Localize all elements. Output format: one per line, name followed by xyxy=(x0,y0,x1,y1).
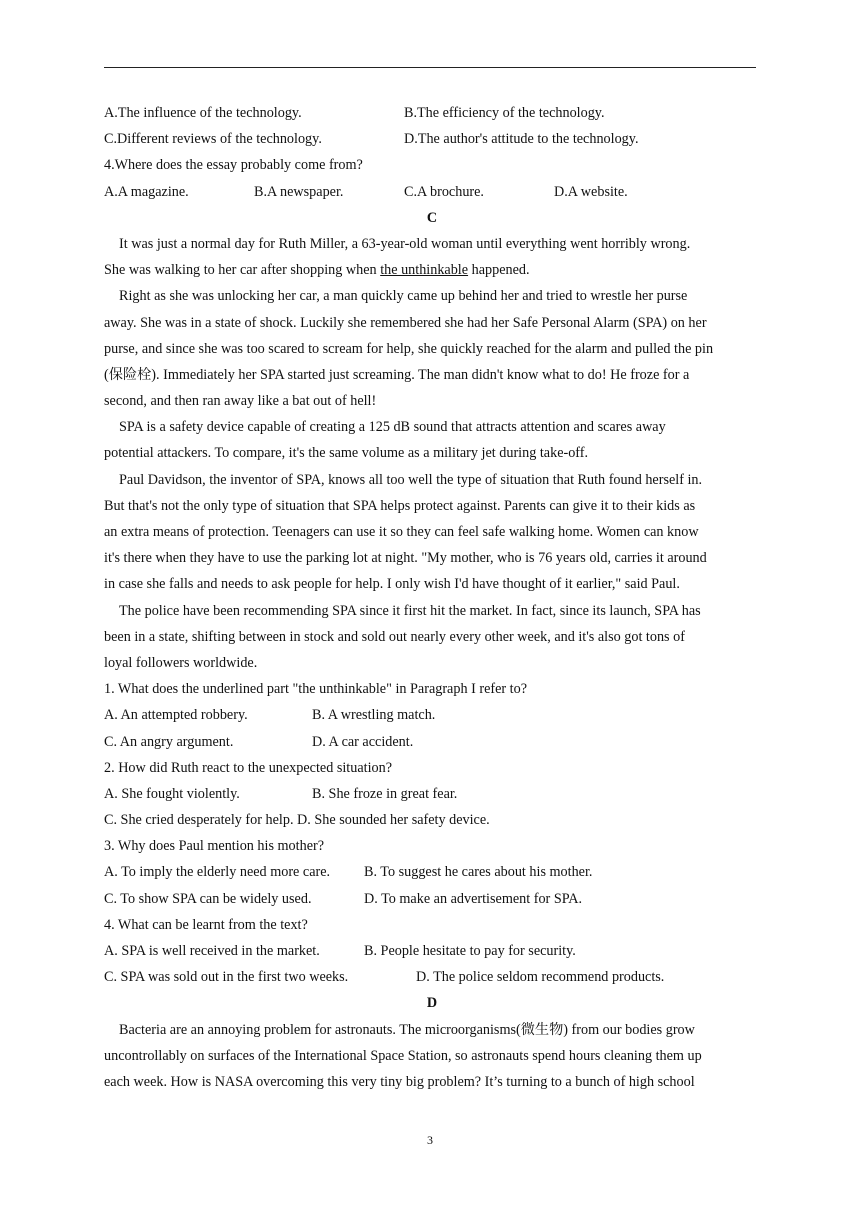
option-a: A.The influence of the technology. xyxy=(104,105,302,121)
paragraph-text: But that's not the only type of situation that SPA helps protect against. Parents can give it to their kids as xyxy=(104,497,696,514)
option-a: A. To imply the elderly need more care. xyxy=(104,864,331,881)
paragraph-text: uncontrollably on surfaces of the International Space Station, so astronauts spend hours cleaning them up xyxy=(104,1047,702,1064)
paragraph-text: second, and then ran away like a bat out of hell! xyxy=(104,393,377,410)
option-b: B. A wrestling match. xyxy=(312,707,436,724)
prev-q4-stem: 4.Where does the essay probably come from? xyxy=(104,157,363,174)
question-4-options-row1 xyxy=(104,938,760,964)
question-1-stem: 1. What does the underlined part "the unthinkable" in Paragraph I refer to? xyxy=(104,681,528,698)
option-c: C.A brochure. xyxy=(404,183,484,200)
text-span: happened. xyxy=(468,262,530,279)
paragraph-text: it's there when they have to use the parking lot at night. "My mother, who is 76 years old, carries it around xyxy=(104,550,707,567)
paragraph-text: It was just a normal day for Ruth Miller, a 63-year-old woman until everything went horribly wrong. xyxy=(119,235,691,252)
paragraph-text xyxy=(104,257,760,283)
option-d: D. A car accident. xyxy=(312,733,414,750)
question-3-options-row2 xyxy=(104,886,760,912)
option-a: A. SPA is well received in the market. xyxy=(104,943,320,959)
paragraph-text: purse, and since she was too scared to scream for help, she quickly reached for the alarm and pulled the pin xyxy=(104,340,714,357)
paragraph-text: potential attackers. To compare, it's the same volume as a military jet during take-off. xyxy=(104,445,589,462)
header-rule xyxy=(104,67,756,68)
paragraph-text: an extra means of protection. Teenagers can use it so they can feel safe walking home. Women can know xyxy=(104,524,699,540)
section-d-heading: D xyxy=(426,995,438,1012)
prev-q4-options xyxy=(104,179,760,205)
question-4-options-row2 xyxy=(104,964,760,990)
text-span: She was walking to her car after shopping when xyxy=(104,262,381,279)
paragraph-text: SPA is a safety device capable of creating a 125 dB sound that attracts attention and scares away xyxy=(119,419,666,436)
question-3-stem: 3. Why does Paul mention his mother? xyxy=(104,838,325,855)
underlined-phrase: the unthinkable xyxy=(380,262,469,279)
question-1-options-row2 xyxy=(104,729,760,755)
option-c: C. To show SPA can be widely used. xyxy=(104,890,312,907)
option-c: C. An angry argument. xyxy=(104,733,234,750)
question-2-options-row1 xyxy=(104,781,760,807)
option-a: A.A magazine. xyxy=(104,183,189,200)
question-3-options-row1 xyxy=(104,859,760,885)
option-a: A. An attempted robbery. xyxy=(104,707,248,724)
question-1-options-row1 xyxy=(104,702,760,728)
option-c: C.Different reviews of the technology. xyxy=(104,131,322,148)
option-b: B. People hesitate to pay for security. xyxy=(364,943,576,959)
prev-q3-options-row2 xyxy=(104,126,760,152)
option-d: D. To make an advertisement for SPA. xyxy=(364,890,583,907)
paragraph-text: The police have been recommending SPA since it first hit the market. In fact, since its launch, SPA has xyxy=(119,602,701,619)
paragraph-text: Bacteria are an annoying problem for astronauts. The microorganisms(微生物) from our bodies grow xyxy=(119,1021,695,1038)
option-d: D.The author's attitude to the technology. xyxy=(404,131,639,148)
paragraph-text: in case she falls and needs to ask people for help. I only wish I'd have thought of it earlier," said Paul. xyxy=(104,576,680,593)
page-content xyxy=(104,100,760,1095)
option-d: D. The police seldom recommend products. xyxy=(416,969,665,986)
option-b: B. To suggest he cares about his mother. xyxy=(364,864,593,881)
prev-q3-options-row1 xyxy=(104,100,760,126)
question-4-stem: 4. What can be learnt from the text? xyxy=(104,916,308,933)
option-a: A. She fought violently. xyxy=(104,785,240,802)
paragraph-text: (保险栓). Immediately her SPA started just screaming. The man didn't know what to do! He froze for a xyxy=(104,366,690,383)
option-b: B.A newspaper. xyxy=(254,183,344,200)
question-2-options-row2: C. She cried desperately for help. D. She sounded her safety device. xyxy=(104,812,490,829)
paragraph-text: each week. How is NASA overcoming this very tiny big problem? It’s turning to a bunch of high school xyxy=(104,1073,695,1090)
page-number: 3 xyxy=(427,1133,433,1147)
section-c-heading: C xyxy=(426,209,438,226)
paragraph-text: been in a state, shifting between in stock and sold out nearly every other week, and it's also got tons of xyxy=(104,628,685,645)
question-2-stem: 2. How did Ruth react to the unexpected situation? xyxy=(104,759,393,776)
option-c: C. SPA was sold out in the first two weeks. xyxy=(104,969,349,986)
option-b: B. She froze in great fear. xyxy=(312,785,458,802)
paragraph-text: Right as she was unlocking her car, a man quickly came up behind her and tried to wrestle her purse xyxy=(119,288,688,305)
option-b: B.The efficiency of the technology. xyxy=(404,105,605,121)
paragraph-text: Paul Davidson, the inventor of SPA, knows all too well the type of situation that Ruth found herself in. xyxy=(119,471,703,488)
paragraph-text: loyal followers worldwide. xyxy=(104,654,258,671)
paragraph-text: away. She was in a state of shock. Luckily she remembered she had her Safe Personal Alarm (SPA) on her xyxy=(104,314,707,331)
option-d: D.A website. xyxy=(554,183,628,200)
